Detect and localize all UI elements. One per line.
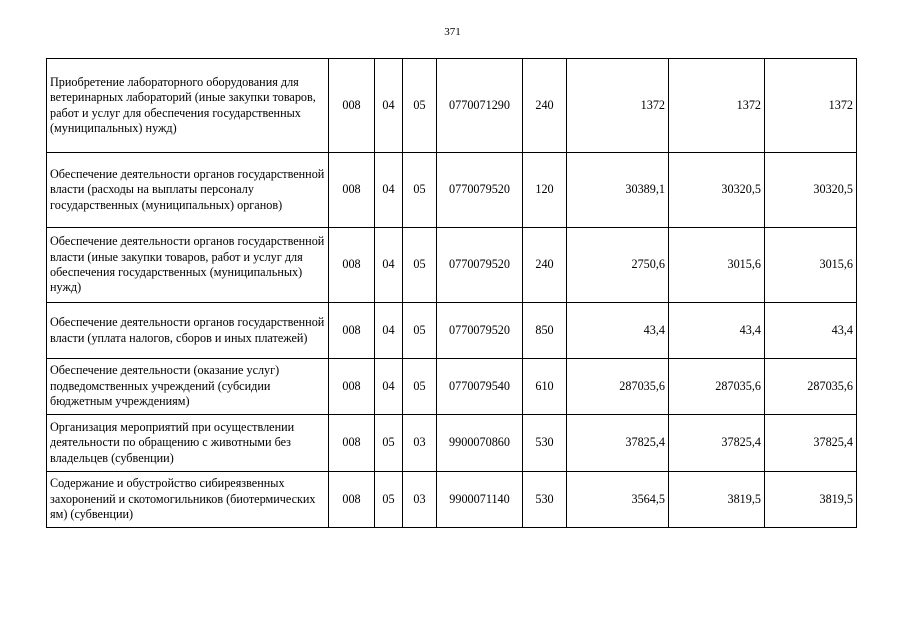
expense-name: Содержание и обустройство сибиреязвенных захоронений и скотомогильников (биотермических ям) (субвенции) xyxy=(47,472,329,528)
ministry-code: 008 xyxy=(329,359,375,415)
amount-year-1: 30389,1 xyxy=(567,153,669,228)
amount-year-2: 30320,5 xyxy=(669,153,765,228)
amount-year-1: 2750,6 xyxy=(567,228,669,303)
expense-name: Обеспечение деятельности органов государственной власти (иные закупки товаров, работ и услуг для обеспечения государственных (муниципальных) нужд) xyxy=(47,228,329,303)
amount-year-3: 1372 xyxy=(765,59,857,153)
expense-type-code: 120 xyxy=(523,153,567,228)
amount-year-1: 287035,6 xyxy=(567,359,669,415)
amount-year-3: 37825,4 xyxy=(765,415,857,472)
expense-name: Обеспечение деятельности органов государственной власти (уплата налогов, сборов и иных платежей) xyxy=(47,303,329,359)
table-row xyxy=(47,415,857,472)
amount-year-3: 3015,6 xyxy=(765,228,857,303)
ministry-code: 008 xyxy=(329,415,375,472)
target-article-code: 0770079520 xyxy=(437,153,523,228)
section-code: 05 xyxy=(375,415,403,472)
expense-type-code: 240 xyxy=(523,228,567,303)
expense-name: Организация мероприятий при осуществлении деятельности по обращению с животными без владельцев (субвенции) xyxy=(47,415,329,472)
amount-year-1: 1372 xyxy=(567,59,669,153)
amount-year-1: 3564,5 xyxy=(567,472,669,528)
subsection-code: 05 xyxy=(403,303,437,359)
table-row xyxy=(47,59,857,153)
ministry-code: 008 xyxy=(329,228,375,303)
subsection-code: 03 xyxy=(403,472,437,528)
table-row xyxy=(47,153,857,228)
section-code: 04 xyxy=(375,228,403,303)
ministry-code: 008 xyxy=(329,153,375,228)
amount-year-3: 287035,6 xyxy=(765,359,857,415)
amount-year-2: 37825,4 xyxy=(669,415,765,472)
section-code: 04 xyxy=(375,359,403,415)
subsection-code: 03 xyxy=(403,415,437,472)
ministry-code: 008 xyxy=(329,303,375,359)
target-article-code: 9900071140 xyxy=(437,472,523,528)
amount-year-3: 30320,5 xyxy=(765,153,857,228)
table-row xyxy=(47,359,857,415)
section-code: 05 xyxy=(375,472,403,528)
expense-type-code: 530 xyxy=(523,472,567,528)
target-article-code: 0770071290 xyxy=(437,59,523,153)
expense-name: Обеспечение деятельности (оказание услуг) подведомственных учреждений (субсидии бюджетным учреждениям) xyxy=(47,359,329,415)
target-article-code: 0770079540 xyxy=(437,359,523,415)
amount-year-2: 287035,6 xyxy=(669,359,765,415)
ministry-code: 008 xyxy=(329,59,375,153)
amount-year-3: 43,4 xyxy=(765,303,857,359)
target-article-code: 0770079520 xyxy=(437,228,523,303)
table-row xyxy=(47,472,857,528)
expense-name: Приобретение лабораторного оборудования для ветеринарных лабораторий (иные закупки товаров, работ и услуг для обеспечения государственных (муниципальных) нужд) xyxy=(47,59,329,153)
expense-type-code: 610 xyxy=(523,359,567,415)
subsection-code: 05 xyxy=(403,228,437,303)
expense-type-code: 530 xyxy=(523,415,567,472)
expense-name: Обеспечение деятельности органов государственной власти (расходы на выплаты персоналу государственных (муниципальных) органов) xyxy=(47,153,329,228)
section-code: 04 xyxy=(375,303,403,359)
amount-year-1: 37825,4 xyxy=(567,415,669,472)
amount-year-1: 43,4 xyxy=(567,303,669,359)
table-row xyxy=(47,228,857,303)
expense-type-code: 240 xyxy=(523,59,567,153)
target-article-code: 0770079520 xyxy=(437,303,523,359)
amount-year-2: 1372 xyxy=(669,59,765,153)
budget-table xyxy=(46,58,857,528)
expense-type-code: 850 xyxy=(523,303,567,359)
amount-year-2: 3819,5 xyxy=(669,472,765,528)
target-article-code: 9900070860 xyxy=(437,415,523,472)
section-code: 04 xyxy=(375,153,403,228)
ministry-code: 008 xyxy=(329,472,375,528)
amount-year-2: 43,4 xyxy=(669,303,765,359)
amount-year-3: 3819,5 xyxy=(765,472,857,528)
subsection-code: 05 xyxy=(403,153,437,228)
table-row xyxy=(47,303,857,359)
section-code: 04 xyxy=(375,59,403,153)
subsection-code: 05 xyxy=(403,359,437,415)
subsection-code: 05 xyxy=(403,59,437,153)
page-number: 371 xyxy=(444,26,461,38)
amount-year-2: 3015,6 xyxy=(669,228,765,303)
